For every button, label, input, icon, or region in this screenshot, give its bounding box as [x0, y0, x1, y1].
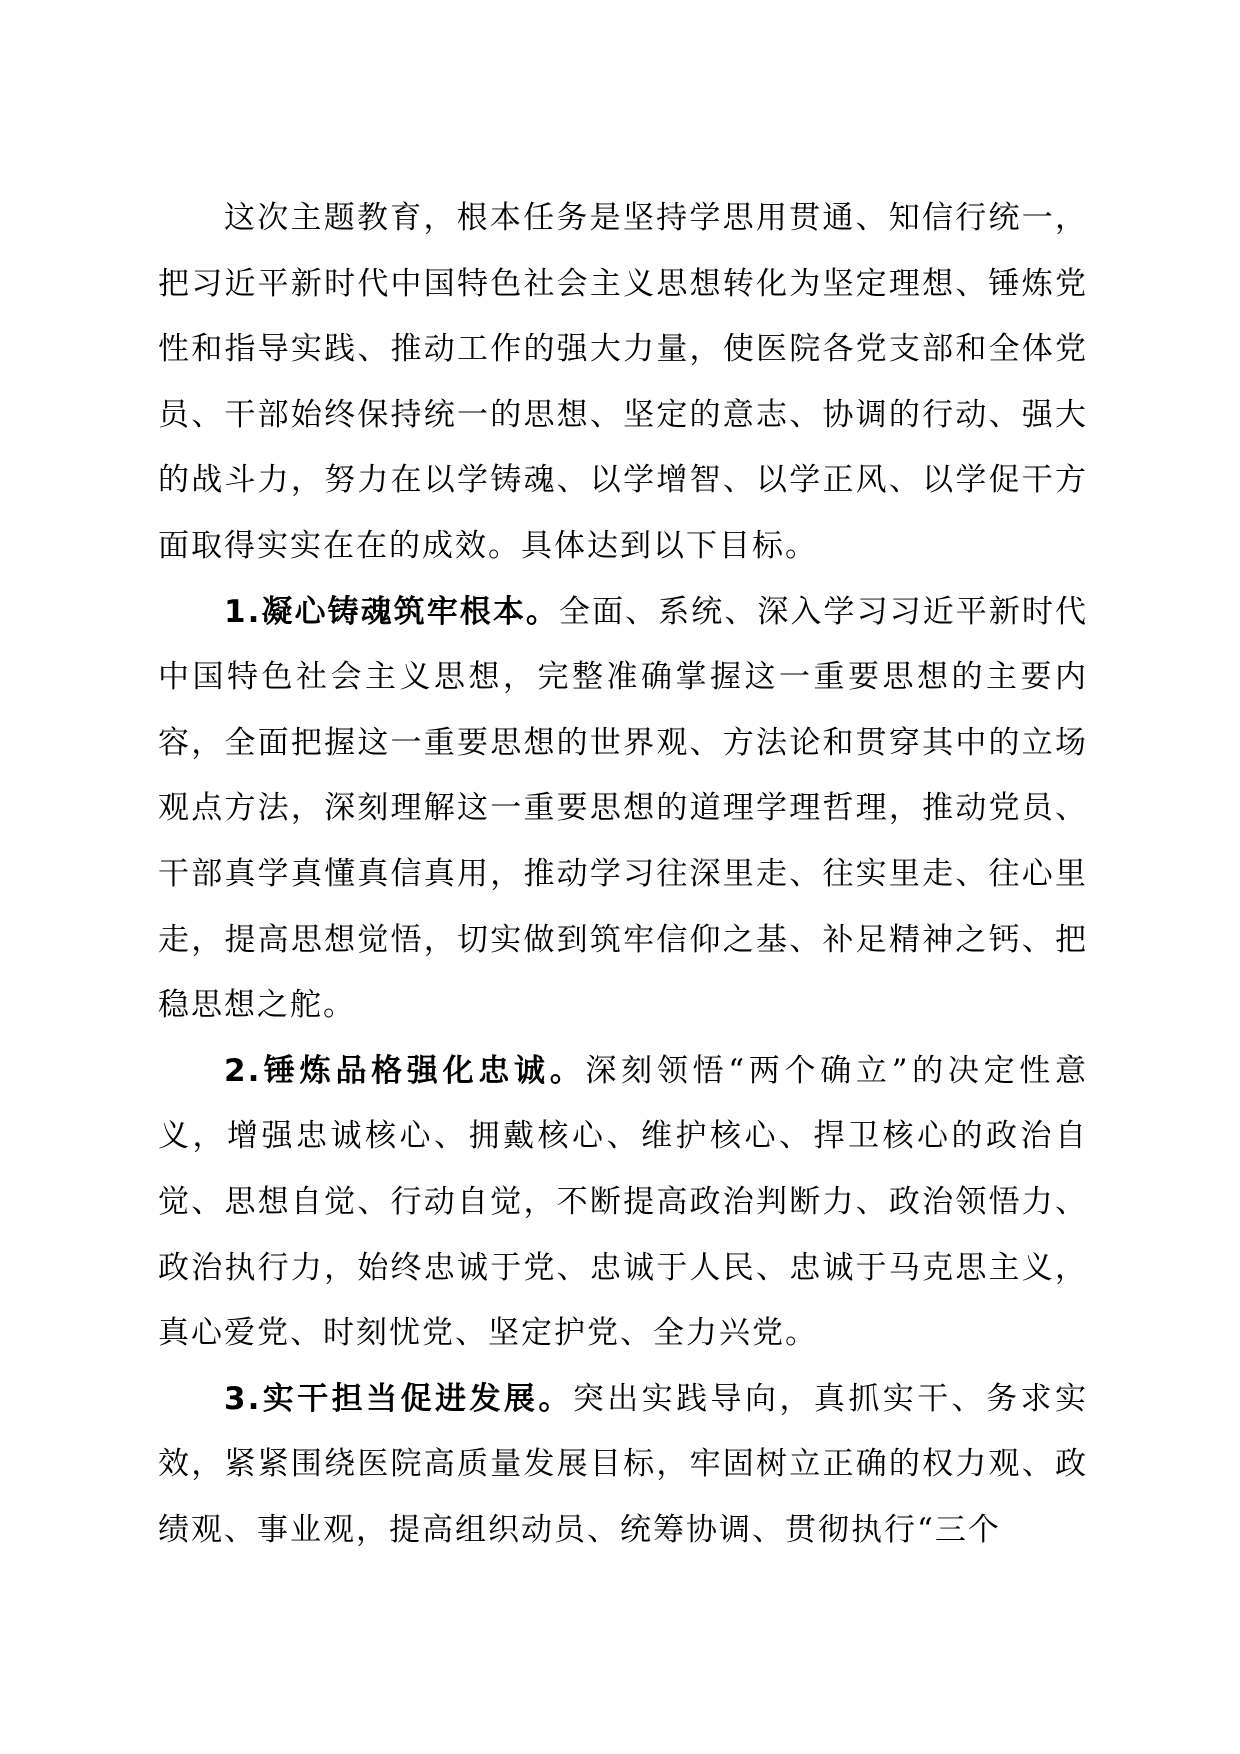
document-body — [158, 186, 1088, 1563]
goal-3-heading: 3.实干担当促进发展。 — [224, 1380, 573, 1417]
goal-3-text: 突出实践导向，真抓实干、务求实效，紧紧围绕医院高质量发展目标，牢固树立正确的权力观、政绩观、事业观，提高组织动员、统筹协调、贯彻执行“三个 — [158, 1380, 1088, 1548]
goal-1-text: 全面、系统、深入学习习近平新时代中国特色社会主义思想，完整准确掌握这一重要思想的主要内容，全面把握这一重要思想的世界观、方法论和贯穿其中的立场观点方法，深刻理解这一重要思想的道理学理哲理，推动党员、干部真学真懂真信真用，推动学习往深里走、往实里走、往心里走，提高思想觉悟，切实做到筑牢信仰之基、补足精神之钙、把稳思想之舵。 — [158, 593, 1088, 1024]
paragraph-goal-2 — [158, 1039, 1088, 1367]
paragraph-intro — [158, 186, 1088, 580]
paragraph-intro-text: 这次主题教育，根本任务是坚持学思用贯通、知信行统一，把习近平新时代中国特色社会主义思想转化为坚定理想、锤炼党性和指导实践、推动工作的强大力量，使医院各党支部和全体党员、干部始终保持统一的思想、坚定的意志、协调的行动、强大的战斗力，努力在以学铸魂、以学增智、以学正风、以学促干方面取得实实在在的成效。具体达到以下目标。 — [158, 200, 1088, 564]
goal-2-heading: 2.锤炼品格强化忠诚。 — [224, 1052, 586, 1089]
goal-2-text: 深刻领悟“两个确立”的决定性意义，增强忠诚核心、拥戴核心、维护核心、捍卫核心的政治自觉、思想自觉、行动自觉，不断提高政治判断力、政治领悟力、政治执行力，始终忠诚于党、忠诚于人民、忠诚于马克思主义，真心爱党、时刻忧党、坚定护党、全力兴党。 — [158, 1052, 1088, 1352]
goal-1-heading: 1.凝心铸魂筑牢根本。 — [224, 593, 560, 630]
paragraph-goal-1 — [158, 580, 1088, 1039]
paragraph-goal-3 — [158, 1367, 1088, 1564]
